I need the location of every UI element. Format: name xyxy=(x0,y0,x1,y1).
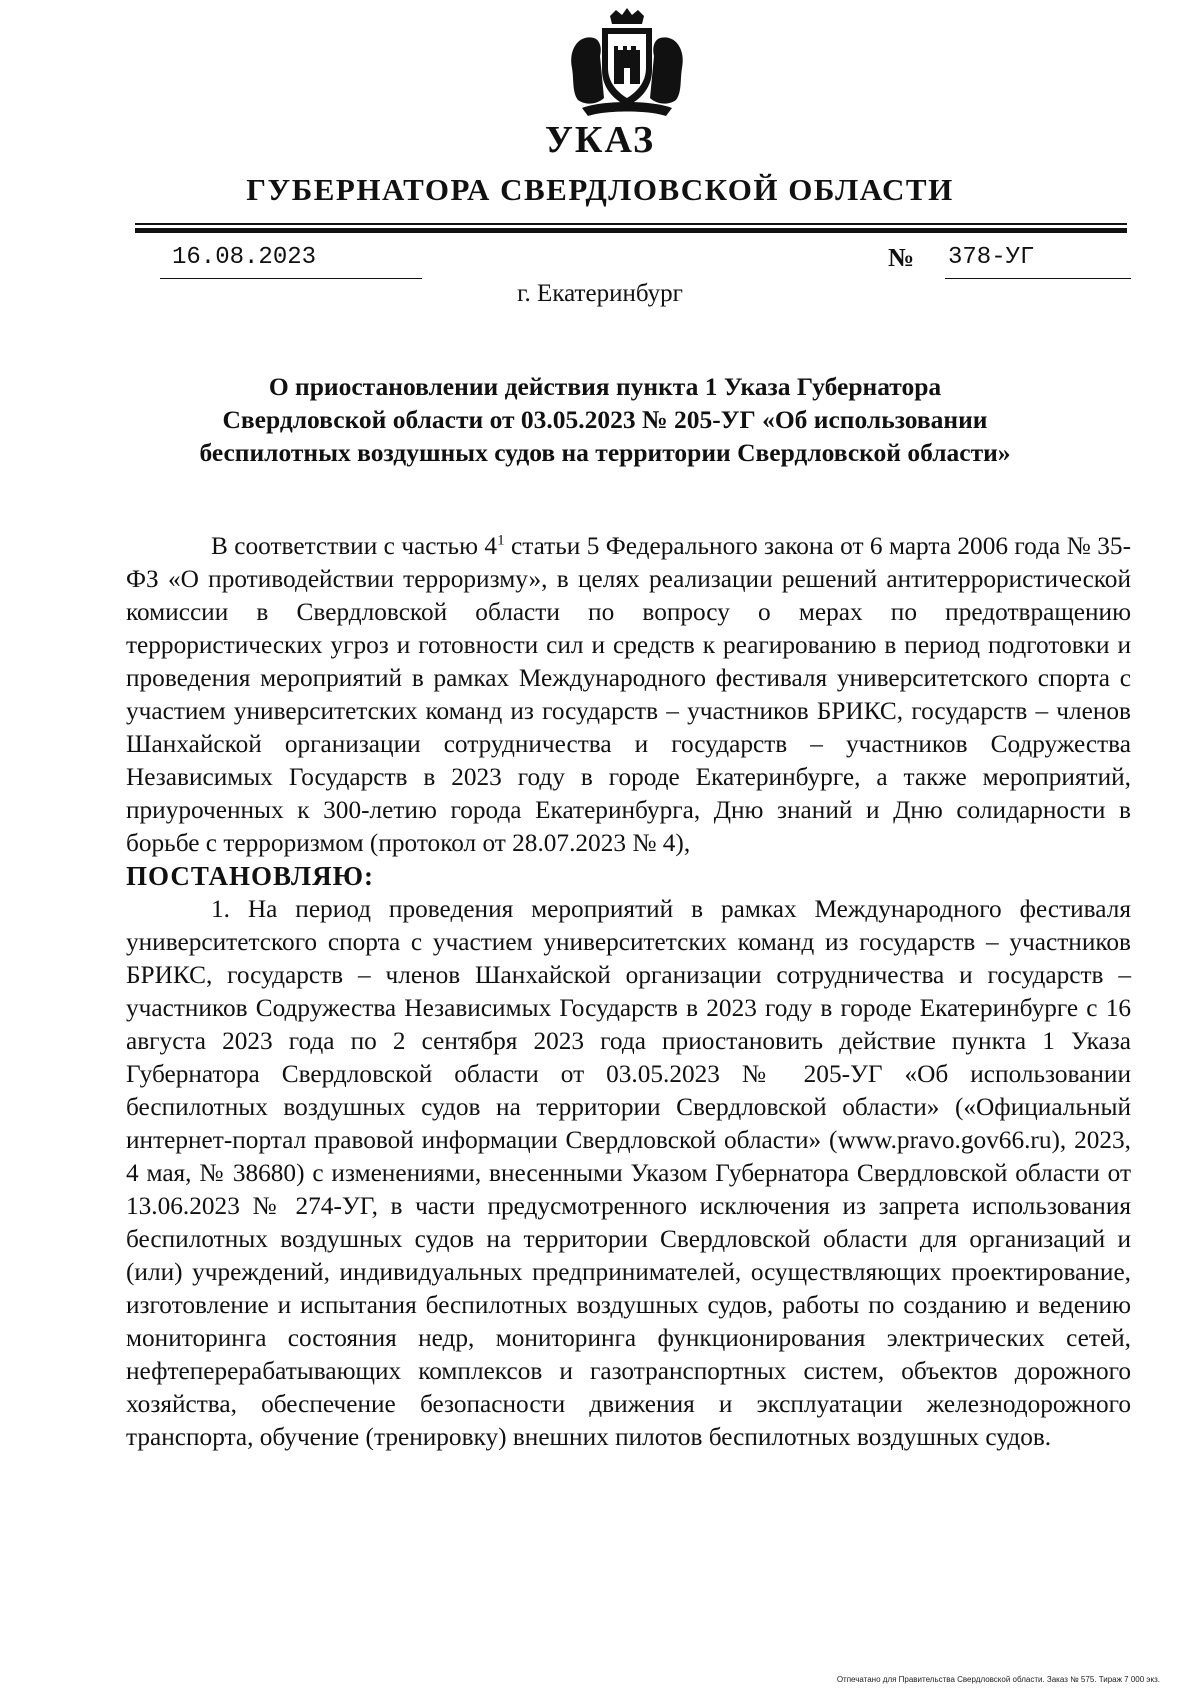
preamble-paragraph xyxy=(126,530,1131,860)
heading-line: О приостановлении действия пункта 1 Указа Губернатора xyxy=(268,372,942,401)
decree-title: УКАЗ xyxy=(545,119,655,161)
preamble-superscript: 1 xyxy=(497,532,505,549)
print-note: Отпечатано для Правительства Свердловской области. Заказ № 575. Тираж 7 000 экз. xyxy=(836,1675,1160,1684)
heading-line: Свердловской области от 03.05.2023 № 205-УГ «Об использовании xyxy=(222,405,988,434)
document-city: г. Екатеринбург xyxy=(517,280,683,307)
number-underline xyxy=(945,278,1131,279)
header-rule-thick xyxy=(135,228,1127,233)
paragraph-1: 1. На период проведения мероприятий в рамках Международного фестиваля университетского спорта с участием университетских команд из государств – участников БРИКС, государств – членов Шанхайской организации сотрудничества и государств – участников Содружества Независимых Государств в 2023 году в городе Екатеринбурге с 16 августа 2023 года по 2 сентября 2023 года приостановить действие пункта 1 Указа Губернатора Свердловской области от 03.05.2023 № 205-УГ «Об использовании беспилотных воздушных судов на территории Свердловской области» («Официальный интернет-портал правовой информации Свердловской области» (www.pravo.gov66.ru), 2023, 4 мая, № 38680) с изменениями, внесенными Указом Губернатора Свердловской области от 13.06.2023 № 274-УГ, в части предусмотренного исключения из запрета использования беспилотных воздушных судов на территории Свердловской области для организаций и (или) учреждений, индивидуальных предпринимателей, осуществляющих проектирование, изготовление и испытания беспилотных воздушных судов, работы по созданию и ведению мониторинга состояния недр, мониторинга функционирования электрических сетей, нефтеперерабатывающих комплексов и газотранспортных систем, объектов дорожного хозяйства, обеспечение безопасности движения и эксплуатации железнодорожного транспорта, обучение (тренировку) внешних пилотов беспилотных воздушных судов. xyxy=(126,895,1131,1451)
preamble-rest: статьи 5 Федерального закона от 6 марта 2006 года № 35-ФЗ «О противодействии терроризму», в целях реализации решений антитеррористической комиссии в Свердловской области по вопросу о мерах по предотвращению террористических угроз и готовности сил и средств к реагированию в период подготовки и проведения мероприятий в рамках Международного фестиваля университетского спорта с участием университетских команд из государств – участников БРИКС, государств – членов Шанхайской организации сотрудничества и государств – участников Содружества Независимых Государств в 2023 году в городе Екатеринбурге, а также мероприятий, приуроченных к 300-летию города Екатеринбурга, Дню знаний и Дню солидарности в борьбе с терроризмом (протокол от 28.07.2023 № 4), xyxy=(126,532,1132,857)
number-sign: № xyxy=(888,243,915,272)
heading-line: беспилотных воздушных судов на территории Свердловской области» xyxy=(199,438,1011,467)
document-heading xyxy=(150,370,1060,469)
document-date: 16.08.2023 xyxy=(172,244,317,271)
sverdlovsk-coat-of-arms-icon xyxy=(562,8,692,120)
header-rule-thin xyxy=(135,223,1127,225)
decree-issuer: ГУБЕРНАТОРА СВЕРДЛОВСКОЙ ОБЛАСТИ xyxy=(246,172,954,207)
preamble-start: В соответствии с частью 4 xyxy=(211,532,498,560)
date-underline xyxy=(160,278,422,279)
document-body xyxy=(126,530,1131,1454)
decree-word: ПОСТАНОВЛЯЮ: xyxy=(126,861,374,891)
document-number: 378-УГ xyxy=(948,244,1035,271)
